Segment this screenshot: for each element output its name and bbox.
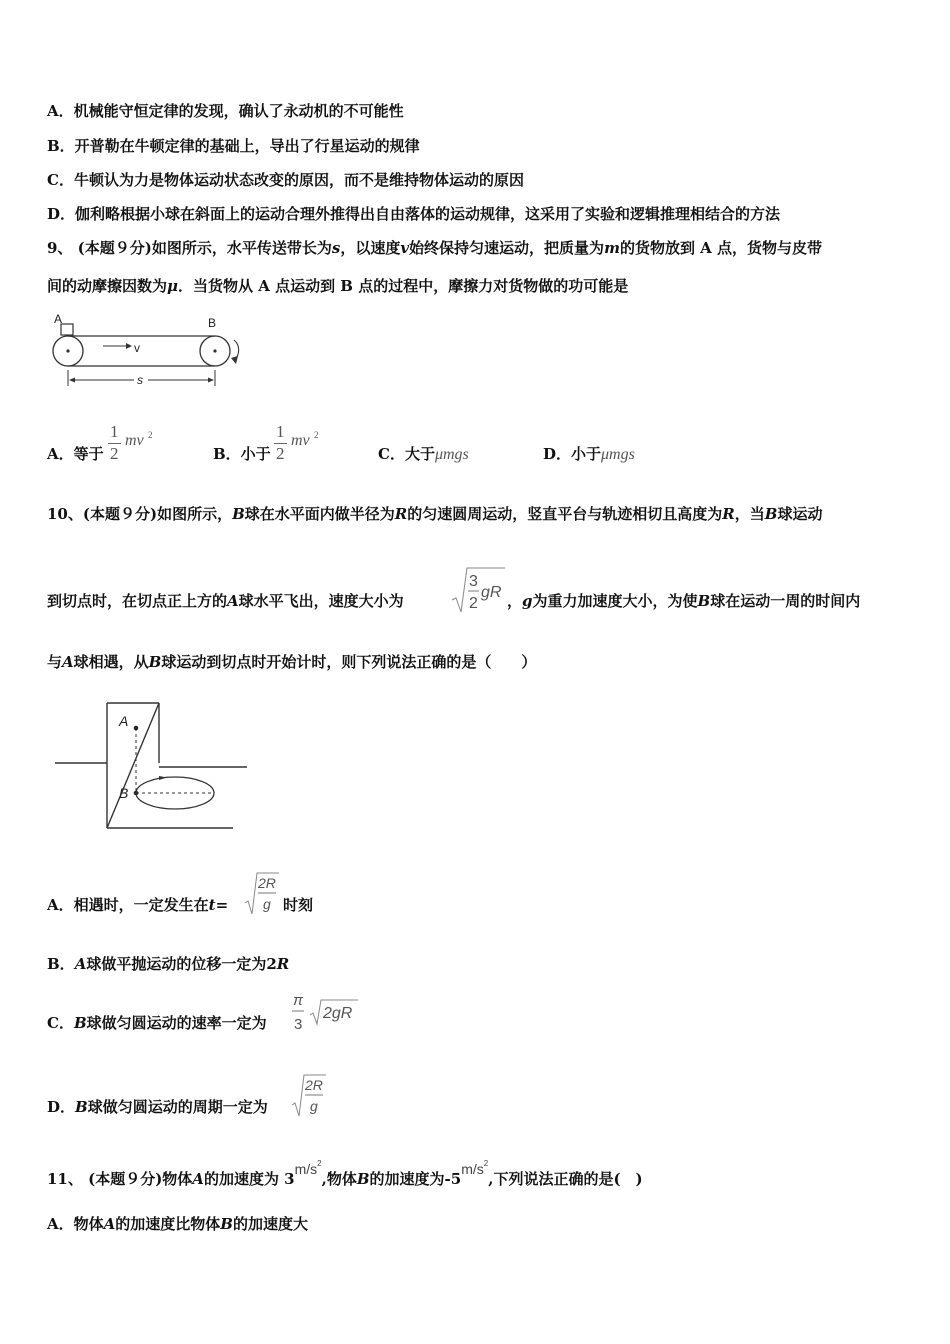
ball-a xyxy=(134,726,139,731)
platform-diagonal xyxy=(107,703,159,828)
q11-unit-1: m/s xyxy=(294,1161,318,1177)
left-pulley-axle xyxy=(66,349,69,352)
q9-conveyor-figure xyxy=(48,310,248,392)
q10-option-a: A．相遇时，一定发生在t= xyxy=(47,896,229,914)
fig-label-b: B xyxy=(208,316,217,330)
fig-label-a: A xyxy=(119,713,129,729)
q11-stem: 11、 (本题９分)物体A的加速度为 $3m/s^2$,物体B的加速度为$-5m/s^2$,下列说法正确的是( ) xyxy=(47,1159,643,1188)
q10-platform-figure xyxy=(55,698,250,833)
prev-option-b: B．开普勒在牛顿定律的基础上，导出了行星运动的规律 xyxy=(47,137,420,155)
dim-arrow-right xyxy=(208,378,214,383)
q9-b-frac-num: 1 xyxy=(276,422,285,441)
q10-sqrt-velocity xyxy=(450,564,506,616)
q9-a-frac-den: 2 xyxy=(110,444,119,463)
q10-sqrt-den: 2 xyxy=(469,595,478,612)
q11-option-a: A．物体A的加速度比物体B的加速度大 xyxy=(47,1215,308,1233)
q9-stem-line2: 间的动摩擦因数为μ．当货物从 A 点运动到 B 点的过程中，摩擦力对货物做的功可能是 xyxy=(47,277,629,295)
q9-b-frac-den: 2 xyxy=(276,444,285,463)
q9-a-frac-num: 1 xyxy=(110,422,119,441)
prev-option-a: A．机械能守恒定律的发现，确认了永动机的不可能性 xyxy=(47,102,404,120)
cargo-box xyxy=(61,324,73,335)
q9-a-sq: 2 xyxy=(148,430,153,440)
fig-label-a: A xyxy=(54,312,63,326)
q10-option-c: C．B球做匀圆运动的速率一定为 xyxy=(47,1014,267,1032)
prev-option-d: D．伽利略根据小球在斜面上的运动合理外推得出自由落体的运动规律，这采用了实验和逻辑推理相结合的方法 xyxy=(47,205,781,223)
q10-d-g: g xyxy=(310,1098,318,1114)
fig-label-b: B xyxy=(119,785,129,801)
fig-label-s: s xyxy=(137,373,143,387)
q10-sqrt-num: 3 xyxy=(469,573,478,590)
q10-stem-line2a: 到切点时，在切点正上方的A球水平飞出，速度大小为 xyxy=(47,592,404,610)
q9-b-mv: mv xyxy=(291,432,310,449)
q9-d-umgs: μmgs xyxy=(601,446,635,463)
q10-a-g: g xyxy=(263,896,271,912)
right-pulley-axle xyxy=(213,349,216,352)
q11-unit-2-sq: 2 xyxy=(483,1159,489,1168)
q11-unit-2: m/s xyxy=(461,1161,484,1177)
q9-c-umgs: μmgs xyxy=(434,446,469,463)
q9-option-d: D．小于μmgs xyxy=(543,445,635,463)
q10-option-b: B．A球做平抛运动的位移一定为2R xyxy=(47,955,290,973)
q9-a-mv: mv xyxy=(125,432,144,449)
q9-option-a: A．等于 xyxy=(47,445,104,463)
q10-stem-line3: 与A球相遇，从B球运动到切点时开始计时，则下列说法正确的是（ ） xyxy=(47,653,537,671)
rotation-arrowhead xyxy=(231,356,238,364)
q10-c-expression xyxy=(290,988,360,1036)
q9-stem-line1: 9、 (本题９分)如图所示，水平传送带长为s，以速度v始终保持匀速运动，把质量为m的货物放到 A 点，货物与皮带 xyxy=(47,239,823,257)
q10-option-a-tail: 时刻 xyxy=(283,896,314,914)
velocity-arrowhead xyxy=(126,343,132,349)
q10-option-d: D．B球做匀圆运动的周期一定为 xyxy=(47,1098,268,1116)
q10-d-twor: 2R xyxy=(305,1077,323,1093)
q9-option-b: B．小于 xyxy=(213,445,271,463)
q10-c-pi: π xyxy=(293,992,304,1009)
q10-c-twogr: 2gR xyxy=(323,1005,353,1022)
dim-arrow-left xyxy=(69,378,75,383)
q9-b-sq: 2 xyxy=(314,430,319,440)
q10-sqrt-gr: gR xyxy=(481,584,502,601)
q9-option-c: C．大于μmgs xyxy=(378,445,469,463)
prev-option-c: C．牛顿认为力是物体运动状态改变的原因，而不是维持物体运动的原因 xyxy=(47,171,524,189)
q10-a-sqrt xyxy=(243,870,281,918)
q11-unit-1-sq: 2 xyxy=(317,1159,322,1168)
fig-label-v: v xyxy=(134,341,140,355)
q10-stem-line2b: ，g为重力加速度大小，为使B球在运动一周的时间内 xyxy=(507,592,861,610)
q10-c-three: 3 xyxy=(294,1016,303,1033)
q10-stem-line1: 10、(本题９分)如图所示，B球在水平面内做半径为R的匀速圆周运动，竖直平台与轨迹相切且高度为R，当B球运动 xyxy=(47,505,823,523)
q10-a-twor: 2R xyxy=(258,875,276,891)
q10-d-sqrt xyxy=(290,1072,330,1120)
